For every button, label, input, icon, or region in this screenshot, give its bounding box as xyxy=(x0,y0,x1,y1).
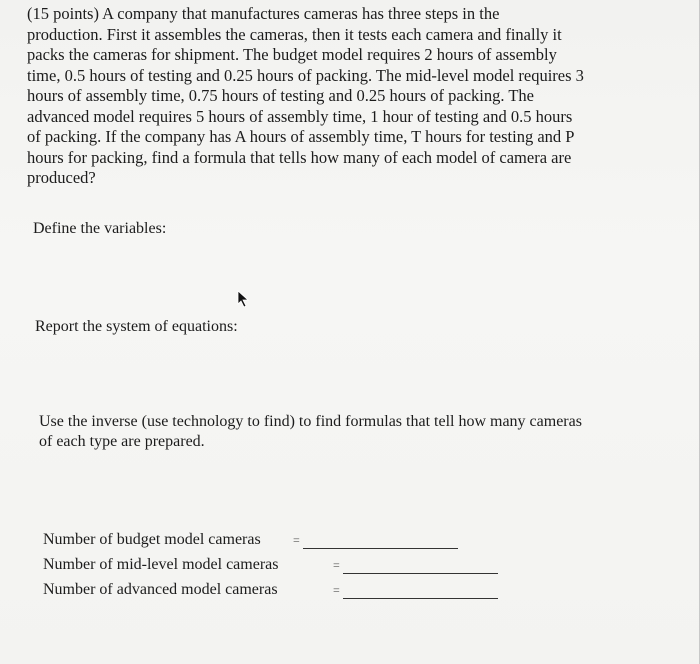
inverse-prompt: Use the inverse (use technology to find) to find formulas that tell how many cameras of each type are prepared. xyxy=(39,413,582,450)
mouse-pointer-icon xyxy=(236,290,250,308)
equals-sign: = xyxy=(333,558,340,572)
system-of-equations-prompt: Report the system of equations: xyxy=(35,318,238,335)
advanced-answer-label: Number of advanced model cameras xyxy=(43,581,278,598)
define-variables-prompt: Define the variables: xyxy=(33,220,167,237)
problem-statement: (15 points) A company that manufactures cameras has three steps in the production. First it assembles the cameras, then it tests each camera and finally it packs the cameras for shipment. The budget model requires 2 hours of assembly time, 0.5 hours of testing and 0.25 hours of packing. The mid-level model requires 3 hours of assembly time, 0.75 hours of testing and 0.25 hours of packing. The advanced model requires 5 hours of assembly time, 1 hour of testing and 0.5 hours of packing. If the company has A hours of assembly time, T hours for testing and P hours for packing, find a formula that tells how many of each model of camera are produced? xyxy=(27,4,584,187)
budget-answer-blank[interactable] xyxy=(303,548,458,549)
advanced-answer-blank[interactable] xyxy=(343,598,498,599)
mid-level-answer-blank[interactable] xyxy=(343,573,498,574)
budget-answer-label: Number of budget model cameras xyxy=(43,531,261,548)
equals-sign: = xyxy=(293,533,300,547)
mid-level-answer-label: Number of mid-level model cameras xyxy=(43,556,279,573)
equals-sign: = xyxy=(333,583,340,597)
